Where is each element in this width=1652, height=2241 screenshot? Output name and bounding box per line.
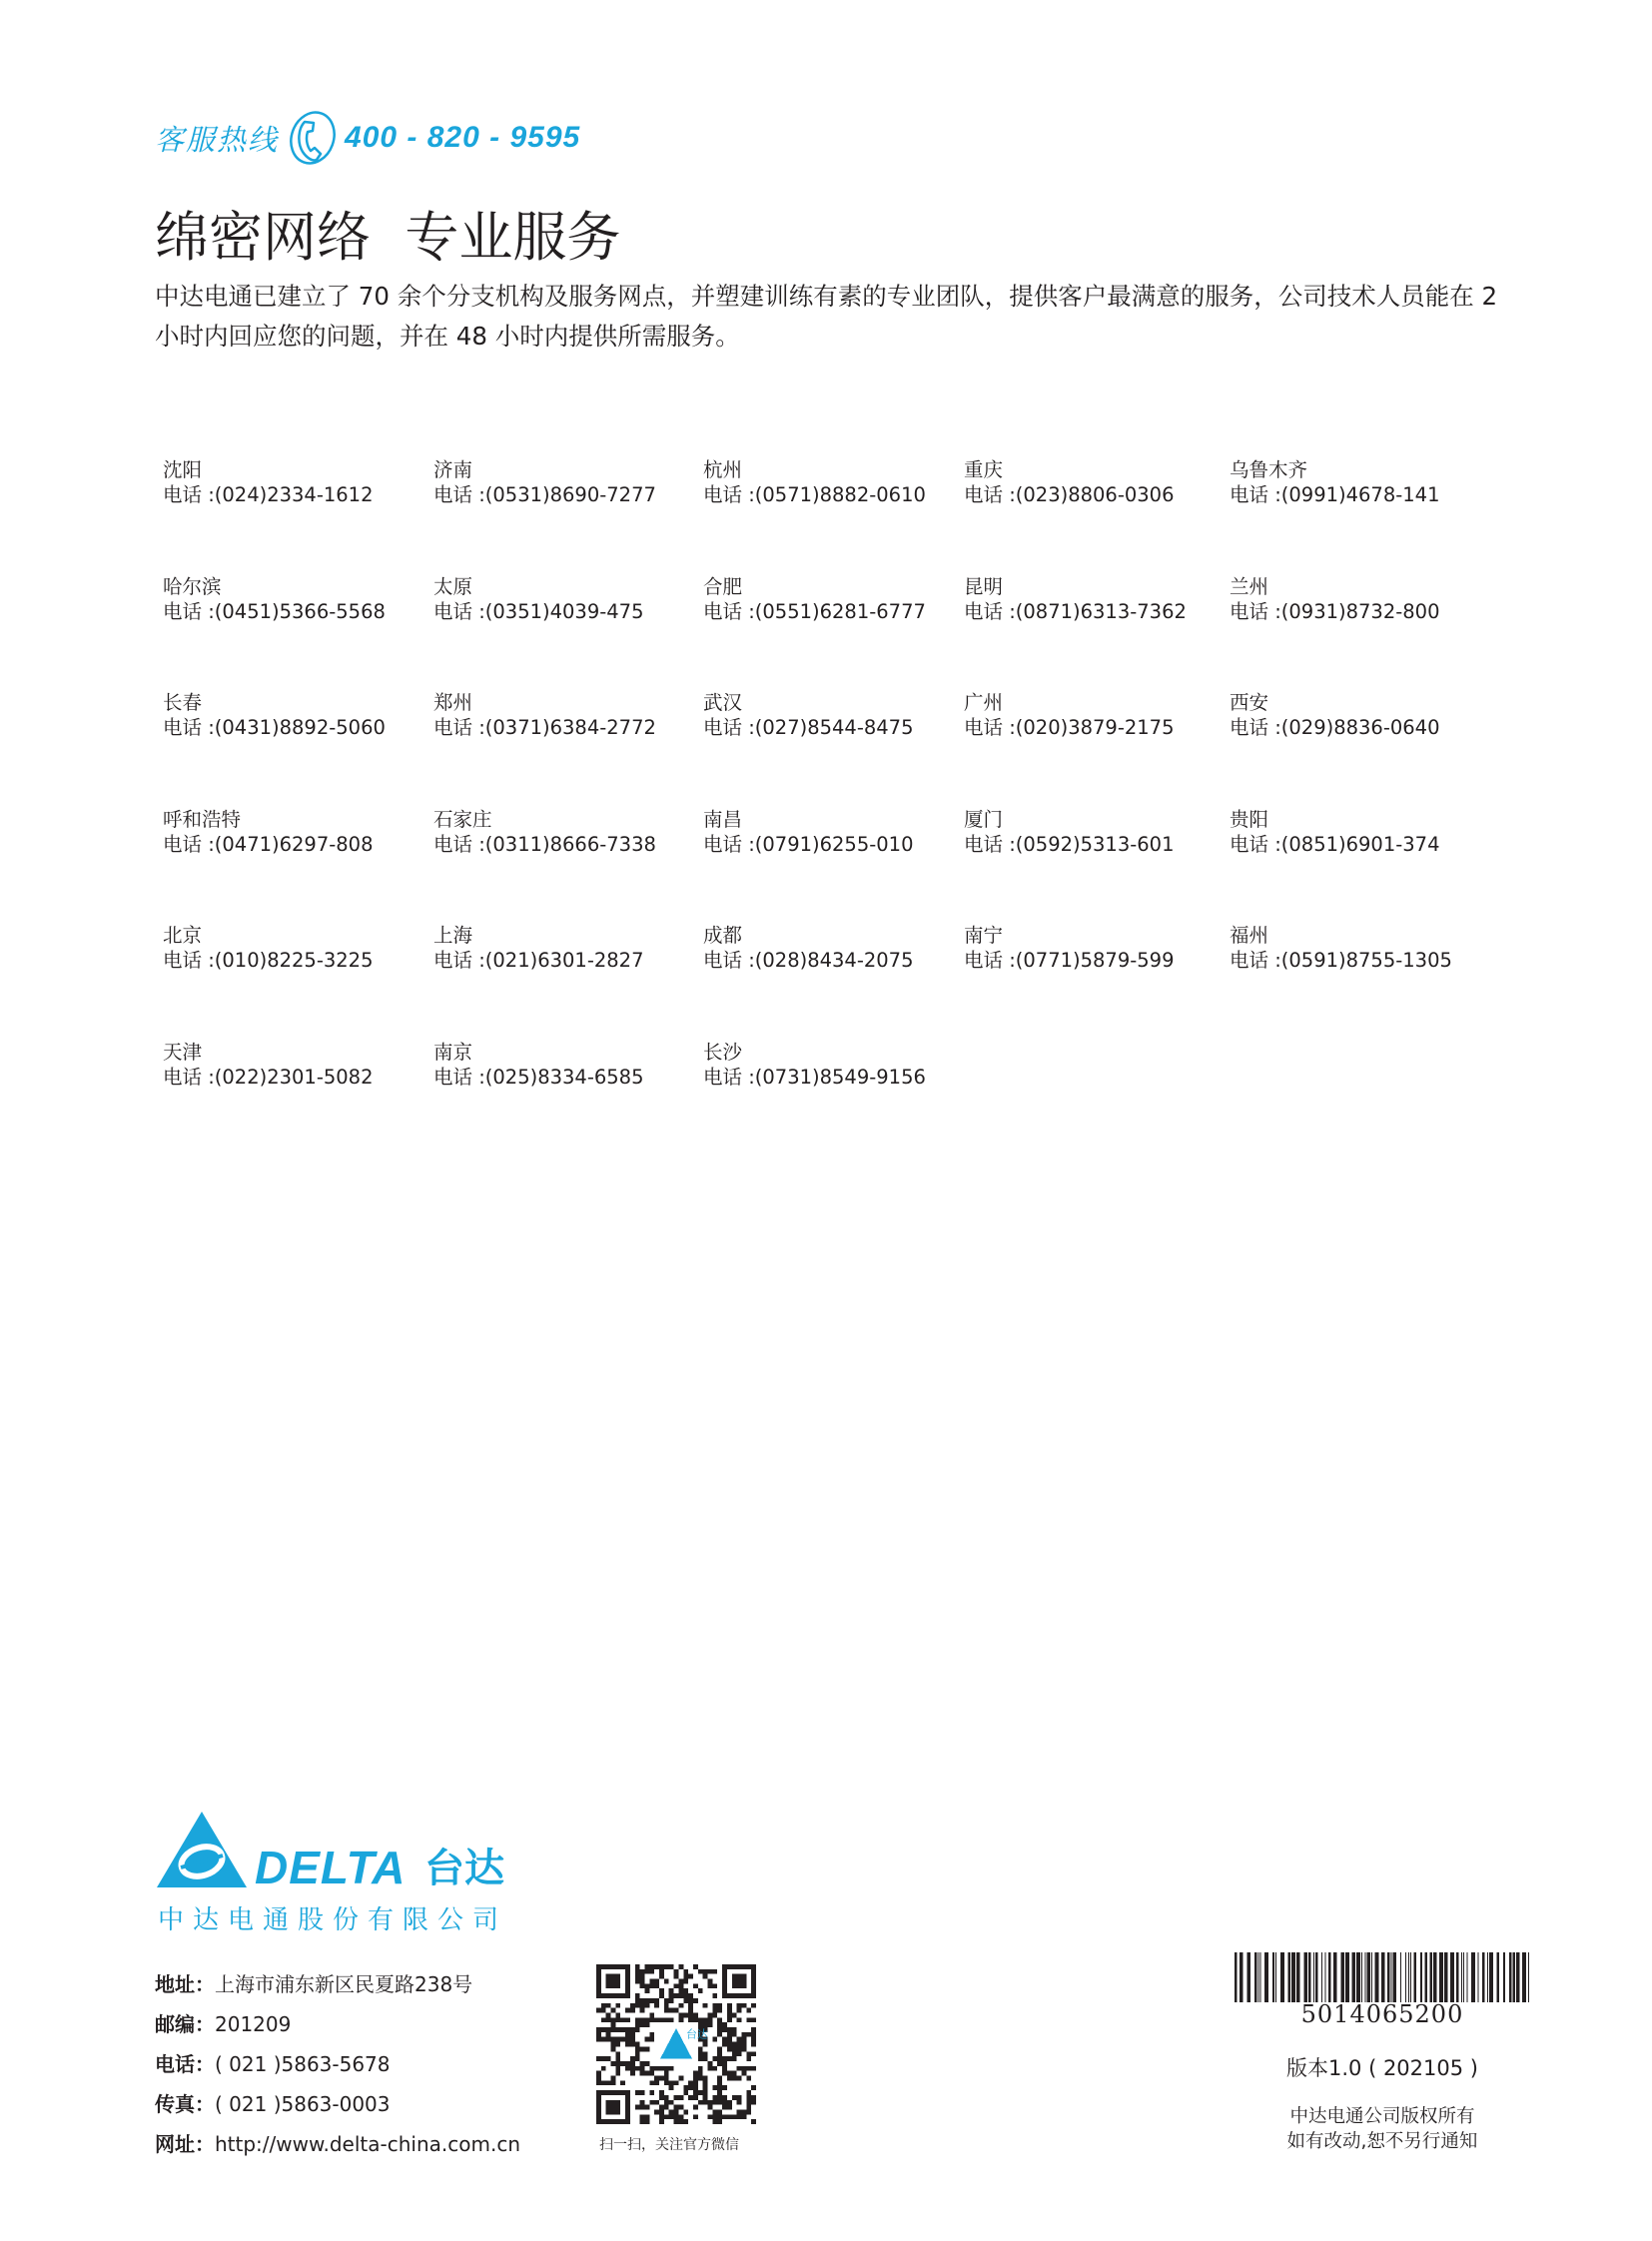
office-phone: 电话 :(0851)6901-374 [1230, 832, 1440, 856]
office-item [703, 690, 963, 740]
office-item [163, 807, 422, 857]
office-phone: 电话 :(0371)6384-2772 [433, 716, 656, 739]
office-item [964, 923, 1224, 973]
contact-row [155, 2124, 520, 2164]
office-phone: 电话 :(024)2334-1612 [163, 483, 374, 506]
office-item [1230, 807, 1489, 857]
office-phone: 电话 :(0471)6297-808 [163, 832, 374, 856]
office-item [964, 457, 1224, 507]
office-item [703, 807, 963, 857]
office-phone: 电话 :(0991)4678-141 [1230, 483, 1440, 506]
office-phone: 电话 :(0531)8690-7277 [433, 483, 656, 506]
office-city: 乌鲁木齐 [1230, 458, 1308, 481]
office-phone: 电话 :(021)6301-2827 [433, 949, 644, 972]
qr-center-label: 台达 [686, 2027, 708, 2041]
office-phone: 电话 :(0311)8666-7338 [433, 832, 656, 856]
office-item [703, 1040, 963, 1090]
office-item [703, 923, 963, 973]
contact-row [155, 2084, 520, 2124]
hotline-number: 400 - 820 - 9595 [345, 121, 581, 154]
office-item [163, 923, 422, 973]
office-phone: 电话 :(0551)6281-6777 [703, 599, 926, 623]
change-notice-line: 如有改动,恕不另行通知 [1286, 2131, 1478, 2152]
office-city: 杭州 [703, 458, 743, 481]
office-phone: 电话 :(027)8544-8475 [703, 716, 914, 739]
office-city: 昆明 [964, 574, 1004, 598]
office-city: 石家庄 [433, 807, 492, 831]
office-city: 北京 [163, 924, 203, 947]
office-phone: 电话 :(0931)8732-800 [1230, 599, 1440, 623]
contact-key: 地址： [155, 1972, 215, 1996]
office-phone: 电话 :(028)8434-2075 [703, 949, 914, 972]
website-link[interactable]: http://www.delta-china.com.cn [215, 2132, 520, 2156]
copyright-notice [1235, 2104, 1530, 2154]
office-phone: 电话 :(0431)8892-5060 [163, 716, 386, 739]
office-city: 长春 [163, 691, 203, 714]
office-city: 广州 [964, 691, 1004, 714]
office-city: 厦门 [964, 807, 1004, 831]
hotline-label: 客服热线 [155, 122, 280, 157]
qr-code[interactable] [596, 1964, 756, 2124]
office-item [964, 574, 1224, 624]
office-phone: 电话 :(0791)6255-010 [703, 832, 914, 856]
qr-caption: 扫一扫，关注官方微信 [599, 2137, 739, 2153]
office-item [433, 807, 693, 857]
office-phone: 电话 :(0592)5313-601 [964, 832, 1175, 856]
office-city: 福州 [1230, 924, 1269, 947]
office-city: 长沙 [703, 1040, 743, 1064]
office-item [433, 690, 693, 740]
contact-value: ( 021 )5863-5678 [215, 2052, 391, 2076]
office-city: 天津 [163, 1040, 203, 1064]
office-phone: 电话 :(0731)8549-9156 [703, 1065, 926, 1089]
office-city: 南宁 [964, 924, 1004, 947]
office-phone: 电话 :(029)8836-0640 [1230, 716, 1440, 739]
office-phone: 电话 :(0871)6313-7362 [964, 599, 1187, 623]
company-name: 中达电通股份有限公司 [158, 1905, 508, 1935]
office-phone: 电话 :(0571)8882-0610 [703, 483, 926, 506]
barcode-number: 5014065200 [1300, 2000, 1464, 2028]
contact-value: 201209 [215, 2012, 292, 2036]
office-city: 成都 [703, 924, 743, 947]
office-city: 南京 [433, 1040, 473, 1064]
office-item [964, 690, 1224, 740]
office-item [433, 1040, 693, 1090]
office-item [433, 574, 693, 624]
contact-info [155, 1964, 520, 2164]
office-phone: 电话 :(0351)4039-475 [433, 599, 644, 623]
office-item [163, 574, 422, 624]
contact-key: 邮编： [155, 2012, 215, 2036]
office-phone: 电话 :(0591)8755-1305 [1230, 949, 1452, 972]
office-city: 济南 [433, 458, 473, 481]
contact-row [155, 2004, 520, 2044]
office-phone: 电话 :(025)8334-6585 [433, 1065, 644, 1089]
contact-value: 上海市浦东新区民夏路238号 [215, 1972, 473, 1996]
office-item [163, 690, 422, 740]
office-item [433, 923, 693, 973]
office-item [964, 807, 1224, 857]
office-city: 武汉 [703, 691, 743, 714]
office-item [1230, 457, 1489, 507]
office-phone: 电话 :(023)8806-0306 [964, 483, 1175, 506]
logo-chinese: 台达 [424, 1846, 504, 1889]
office-phone: 电话 :(022)2301-5082 [163, 1065, 374, 1089]
barcode [1235, 1952, 1530, 2002]
office-phone: 电话 :(020)3879-2175 [964, 716, 1175, 739]
office-city: 哈尔滨 [163, 574, 222, 598]
office-item [1230, 574, 1489, 624]
contact-row [155, 2044, 520, 2084]
contact-value: ( 021 )5863-0003 [215, 2092, 391, 2116]
office-city: 沈阳 [163, 458, 203, 481]
contact-key: 电话： [155, 2052, 215, 2076]
office-item [163, 457, 422, 507]
page-title: 绵密网络 专业服务 [155, 206, 621, 269]
contact-row [155, 1964, 520, 2004]
office-phone: 电话 :(010)8225-3225 [163, 949, 374, 972]
office-city: 合肥 [703, 574, 743, 598]
version-label: 版本1.0 ( 202105 ) [1286, 2056, 1478, 2080]
office-item [163, 1040, 422, 1090]
office-item [1230, 923, 1489, 973]
office-city: 上海 [433, 924, 473, 947]
office-phone: 电话 :(0771)5879-599 [964, 949, 1175, 972]
office-city: 南昌 [703, 807, 743, 831]
office-item [1230, 690, 1489, 740]
office-city: 贵阳 [1230, 807, 1269, 831]
office-city: 太原 [433, 574, 473, 598]
logo-wordmark: DELTA [255, 1842, 407, 1889]
contact-key: 网址： [155, 2132, 215, 2156]
office-item [703, 574, 963, 624]
office-city: 兰州 [1230, 574, 1269, 598]
office-city: 郑州 [433, 691, 473, 714]
office-city: 呼和浩特 [163, 807, 242, 831]
hotline [155, 108, 580, 168]
delta-logo [155, 1810, 504, 1889]
delta-triangle-icon [157, 1812, 247, 1887]
office-city: 重庆 [964, 458, 1004, 481]
office-item [433, 457, 693, 507]
contact-key: 传真： [155, 2092, 215, 2116]
copyright-line: 中达电通公司版权所有 [1289, 2106, 1475, 2127]
phone-icon [285, 108, 339, 168]
office-city: 西安 [1230, 691, 1269, 714]
office-item [703, 457, 963, 507]
office-phone: 电话 :(0451)5366-5568 [163, 599, 386, 623]
intro-paragraph: 中达电通已建立了 70 余个分支机构及服务网点，并塑建训练有素的专业团队，提供客户最满意的服务，公司技术人员能在 2 小时内回应您的问题，并在 48 小时内提供所需服务。 [155, 282, 1498, 351]
